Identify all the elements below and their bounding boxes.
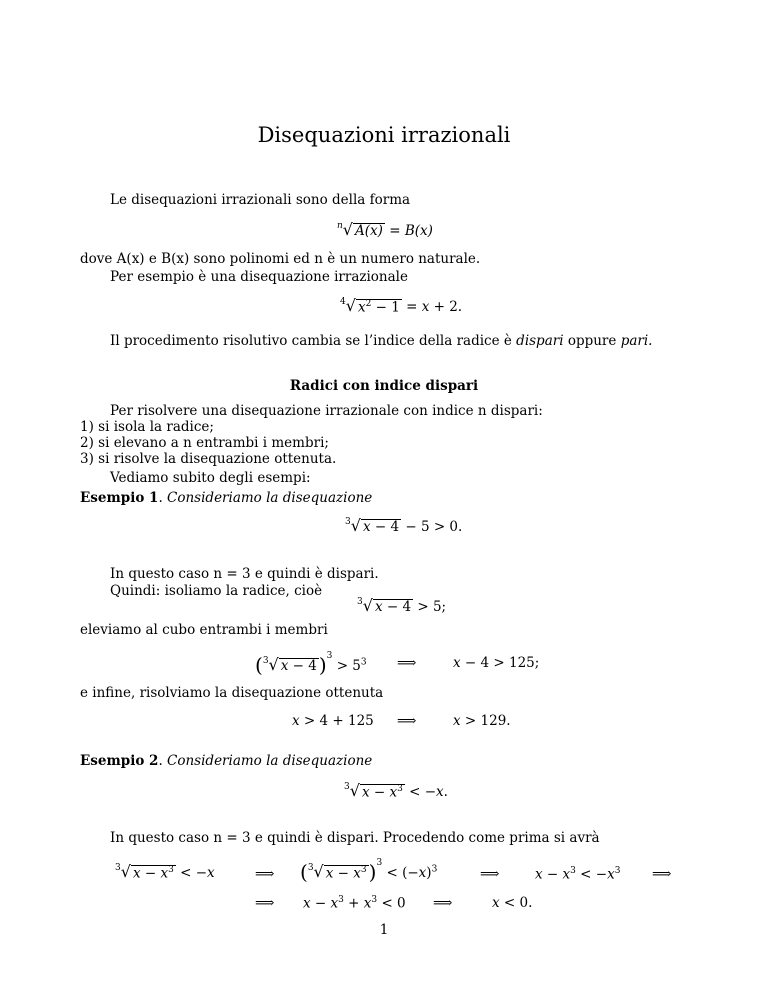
formula-solution-2: x < 0.: [492, 895, 533, 911]
example-1-line-2: Quindi: isoliamo la radice, cioè: [110, 583, 323, 599]
vediamo-text: Vediamo subito degli esempi:: [110, 470, 311, 486]
intro-paragraph-2: dove A(x) e B(x) sono polinomi ed n è un numero naturale.: [80, 251, 481, 267]
formula-example2-inequality: $^3$√ $x - x^3 < -x$.: [344, 781, 448, 800]
formula-example1-inequality: $^3$√ x − 4 − 5 > 0.: [345, 516, 463, 535]
example-1-line-4: e infine, risolviamo la disequazione ottenuta: [80, 685, 384, 701]
formula-general-form: $^n$√ A(x) = B(x): [337, 220, 433, 239]
intro-paragraph-1: Le disequazioni irrazionali sono della forma: [110, 192, 411, 208]
formula-cube-both-sides: ($^3$√ x − 4 )$^3 > 5^3$: [255, 651, 367, 677]
implies-symbol: ⟹: [255, 866, 275, 882]
implies-symbol: ⟹: [255, 895, 275, 911]
formula-solve-1: x > 4 + 125: [292, 713, 374, 729]
section-heading-odd-index: Radici con indice dispari: [289, 378, 479, 394]
section-lead: Per risolvere una disequazione irrazionale con indice n dispari:: [110, 403, 543, 419]
intro-paragraph-4: Il procedimento risolutivo cambia se l’indice della radice è dispari oppure pari.: [110, 333, 653, 349]
example-2-heading: Esempio 2. Consideriamo la disequazione: [80, 753, 373, 769]
page-title: Disequazioni irrazionali: [257, 123, 511, 147]
example-2-line-1: In questo caso n = 3 e quindi è dispari. Procedendo come prima si avrà: [110, 830, 600, 846]
formula-result-1: x − 4 > 125;: [453, 655, 540, 671]
example-1-heading: Esempio 1. Consideriamo la disequazione: [80, 490, 373, 506]
intro-paragraph-3: Per esempio è una disequazione irrazionale: [110, 269, 408, 285]
implies-symbol: ⟹: [433, 895, 453, 911]
formula-example2-expanded: $x - x^3 < -x^3$: [535, 866, 621, 883]
implies-symbol: ⟹: [397, 713, 417, 729]
steps-list: [80, 419, 336, 467]
formula-example2-start: $^3$√ $x - x^3 < -x$: [115, 862, 215, 881]
formula-solution-1: x > 129.: [453, 713, 511, 729]
example-1-line-1: In questo caso n = 3 e quindi è dispari.: [110, 566, 379, 582]
page-number: 1: [379, 922, 389, 938]
list-item: 3) si risolve la disequazione ottenuta.: [80, 451, 337, 467]
formula-example-fourth-root: $^4$√ $x^2 - 1 = x + 2$.: [340, 296, 463, 315]
implies-symbol: ⟹: [652, 866, 672, 882]
implies-symbol: ⟹: [397, 655, 417, 671]
implies-symbol: ⟹: [480, 866, 500, 882]
list-item: 1) si isola la radice;: [80, 419, 214, 435]
example-1-line-3: eleviamo al cubo entrambi i membri: [80, 622, 328, 638]
formula-example2-simplified: $x - x^3 + x^3 < 0$: [303, 895, 406, 912]
formula-example2-cubed: ($^3$√ $x - x^3$ )$^3 < (-x)^3$: [300, 858, 438, 884]
list-item: 2) si elevano a n entrambi i membri;: [80, 435, 329, 451]
formula-isolated-root: $^3$√ x − 4 > 5;: [357, 596, 447, 615]
